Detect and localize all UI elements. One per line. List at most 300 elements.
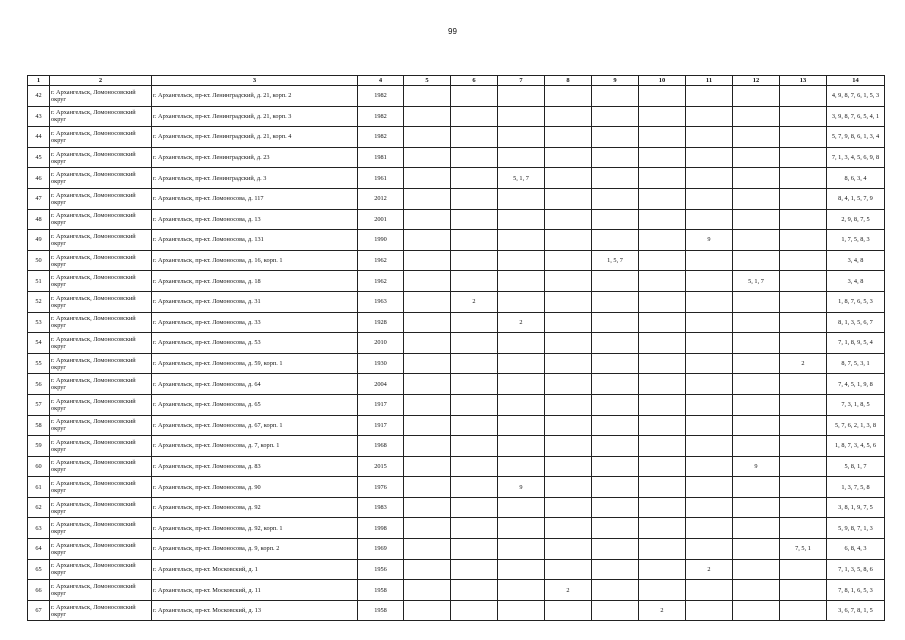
year-cell: 1981 [358,147,404,168]
col13-cell [780,394,827,415]
col14-cell: 3, 9, 8, 7, 6, 5, 4, 1 [827,106,885,127]
col7-cell [498,106,545,127]
col8-cell [545,188,592,209]
col13-cell: 2 [780,353,827,374]
address-cell: г. Архангельск, пр-кт. Ломоносова, д. 13 [152,209,358,230]
col8-cell [545,374,592,395]
col5-cell [404,333,451,354]
col7-cell: 9 [498,477,545,498]
district-cell: г. Архангельск, Ломоносовский округ [50,497,152,518]
district-cell: г. Архангельск, Ломоносовский округ [50,415,152,436]
col11-cell [686,415,733,436]
table-row [28,333,885,354]
address-cell: г. Архангельск, пр-кт. Ломоносова, д. 16, корп. 1 [152,250,358,271]
col14-cell: 8, 7, 5, 3, 1 [827,353,885,374]
table-row [28,559,885,580]
col12-cell [733,374,780,395]
row-number: 62 [28,497,50,518]
col6-cell [451,168,498,189]
col12-cell [733,539,780,560]
col5-cell [404,127,451,148]
col11-cell [686,374,733,395]
col10-cell [639,394,686,415]
district-cell: г. Архангельск, Ломоносовский округ [50,106,152,127]
col8-cell [545,394,592,415]
col6-cell [451,333,498,354]
row-number: 44 [28,127,50,148]
table-row [28,415,885,436]
col6-cell [451,86,498,107]
col9-cell [592,394,639,415]
col14-cell: 1, 8, 7, 3, 4, 5, 6 [827,436,885,457]
col7-cell: 5, 1, 7 [498,168,545,189]
address-cell: г. Архангельск, пр-кт. Московский, д. 1 [152,559,358,580]
col11-cell [686,271,733,292]
col5-cell [404,456,451,477]
col12-cell [733,600,780,621]
column-header: 4 [358,76,404,86]
col9-cell: 1, 5, 7 [592,250,639,271]
row-number: 65 [28,559,50,580]
col8-cell [545,333,592,354]
year-cell: 1998 [358,518,404,539]
address-cell: г. Архангельск, пр-кт. Ломоносова, д. 59, корп. 1 [152,353,358,374]
table-row [28,477,885,498]
col9-cell [592,127,639,148]
year-cell: 1956 [358,559,404,580]
col10-cell [639,456,686,477]
col13-cell [780,312,827,333]
col14-cell: 7, 1, 3, 4, 5, 6, 9, 8 [827,147,885,168]
col14-cell: 3, 4, 8 [827,271,885,292]
col9-cell [592,559,639,580]
col14-cell: 7, 4, 5, 1, 9, 8 [827,374,885,395]
col7-cell [498,374,545,395]
column-header: 1 [28,76,50,86]
row-number: 51 [28,271,50,292]
col9-cell [592,415,639,436]
district-cell: г. Архангельск, Ломоносовский округ [50,127,152,148]
column-header: 6 [451,76,498,86]
col10-cell [639,127,686,148]
col7-cell [498,415,545,436]
col6-cell [451,477,498,498]
year-cell: 1969 [358,539,404,560]
address-cell: г. Архангельск, пр-кт. Ломоносова, д. 67, корп. 1 [152,415,358,436]
col9-cell [592,353,639,374]
col11-cell [686,436,733,457]
row-number: 47 [28,188,50,209]
column-header: 2 [50,76,152,86]
row-number: 46 [28,168,50,189]
col13-cell [780,333,827,354]
col6-cell: 2 [451,291,498,312]
col13-cell [780,271,827,292]
col14-cell: 3, 4, 8 [827,250,885,271]
col10-cell: 2 [639,600,686,621]
col14-cell: 7, 1, 8, 9, 5, 4 [827,333,885,354]
col12-cell: 5, 1, 7 [733,271,780,292]
col12-cell [733,188,780,209]
address-cell: г. Архангельск, пр-кт. Ленинградский, д. 21, корп. 4 [152,127,358,148]
col13-cell [780,86,827,107]
col5-cell [404,209,451,230]
col12-cell [733,312,780,333]
col14-cell: 1, 8, 7, 6, 5, 3 [827,291,885,312]
col12-cell [733,209,780,230]
col13-cell [780,168,827,189]
col10-cell [639,168,686,189]
col10-cell [639,559,686,580]
col6-cell [451,312,498,333]
col6-cell [451,394,498,415]
col11-cell [686,539,733,560]
col8-cell [545,147,592,168]
row-number: 53 [28,312,50,333]
col11-cell [686,312,733,333]
row-number: 45 [28,147,50,168]
col5-cell [404,477,451,498]
row-number: 66 [28,580,50,601]
col13-cell [780,127,827,148]
table-row [28,312,885,333]
district-cell: г. Архангельск, Ломоносовский округ [50,188,152,209]
address-cell: г. Архангельск, пр-кт. Ломоносова, д. 9, корп. 2 [152,539,358,560]
col12-cell [733,580,780,601]
year-cell: 1982 [358,106,404,127]
district-cell: г. Архангельск, Ломоносовский округ [50,456,152,477]
address-cell: г. Архангельск, пр-кт. Ломоносова, д. 83 [152,456,358,477]
col7-cell [498,250,545,271]
col5-cell [404,250,451,271]
column-header: 14 [827,76,885,86]
col10-cell [639,230,686,251]
col12-cell [733,477,780,498]
col12-cell [733,127,780,148]
col10-cell [639,333,686,354]
col13-cell [780,230,827,251]
year-cell: 2012 [358,188,404,209]
col9-cell [592,209,639,230]
col12-cell [733,394,780,415]
col11-cell [686,518,733,539]
year-cell: 1968 [358,436,404,457]
row-number: 59 [28,436,50,457]
col13-cell [780,600,827,621]
col10-cell [639,209,686,230]
col9-cell [592,539,639,560]
year-cell: 1990 [358,230,404,251]
col6-cell [451,209,498,230]
col6-cell [451,106,498,127]
col10-cell [639,415,686,436]
year-cell: 1958 [358,600,404,621]
col10-cell [639,86,686,107]
col10-cell [639,147,686,168]
col7-cell [498,394,545,415]
col7-cell [498,559,545,580]
address-cell: г. Архангельск, пр-кт. Ломоносова, д. 18 [152,271,358,292]
col6-cell [451,436,498,457]
col5-cell [404,168,451,189]
address-cell: г. Архангельск, пр-кт. Ленинградский, д. 3 [152,168,358,189]
col9-cell [592,477,639,498]
col10-cell [639,312,686,333]
row-number: 52 [28,291,50,312]
column-header: 11 [686,76,733,86]
row-number: 43 [28,106,50,127]
col6-cell [451,539,498,560]
col14-cell: 1, 7, 5, 8, 3 [827,230,885,251]
col13-cell [780,106,827,127]
year-cell: 1962 [358,250,404,271]
district-cell: г. Архангельск, Ломоносовский округ [50,539,152,560]
district-cell: г. Архангельск, Ломоносовский округ [50,333,152,354]
col11-cell [686,394,733,415]
col14-cell: 7, 8, 1, 6, 5, 3 [827,580,885,601]
district-cell: г. Архангельск, Ломоносовский округ [50,477,152,498]
table-row [28,600,885,621]
col8-cell [545,106,592,127]
col12-cell [733,230,780,251]
col10-cell [639,477,686,498]
col13-cell [780,291,827,312]
col5-cell [404,580,451,601]
col6-cell [451,374,498,395]
col13-cell [780,518,827,539]
col11-cell [686,333,733,354]
col8-cell [545,271,592,292]
district-cell: г. Архангельск, Ломоносовский округ [50,559,152,580]
district-cell: г. Архангельск, Ломоносовский округ [50,580,152,601]
col7-cell [498,147,545,168]
col6-cell [451,415,498,436]
district-cell: г. Архангельск, Ломоносовский округ [50,250,152,271]
col9-cell [592,271,639,292]
col14-cell: 8, 6, 3, 4 [827,168,885,189]
col8-cell [545,168,592,189]
table-row [28,580,885,601]
district-cell: г. Архангельск, Ломоносовский округ [50,353,152,374]
col8-cell [545,497,592,518]
year-cell: 1958 [358,580,404,601]
col5-cell [404,230,451,251]
col7-cell [498,291,545,312]
header-row [28,76,885,86]
col11-cell [686,168,733,189]
col14-cell: 7, 3, 1, 8, 5 [827,394,885,415]
col7-cell [498,497,545,518]
col11-cell [686,477,733,498]
col6-cell [451,230,498,251]
col13-cell: 7, 5, 1 [780,539,827,560]
district-cell: г. Архангельск, Ломоносовский округ [50,518,152,539]
col6-cell [451,600,498,621]
col6-cell [451,147,498,168]
col5-cell [404,415,451,436]
col8-cell [545,456,592,477]
col13-cell [780,497,827,518]
col9-cell [592,374,639,395]
col7-cell [498,86,545,107]
year-cell: 2001 [358,209,404,230]
col11-cell [686,188,733,209]
col6-cell [451,353,498,374]
col14-cell: 6, 8, 4, 3 [827,539,885,560]
col12-cell [733,106,780,127]
col10-cell [639,353,686,374]
table-row [28,539,885,560]
row-number: 67 [28,600,50,621]
col7-cell [498,539,545,560]
row-number: 58 [28,415,50,436]
col9-cell [592,333,639,354]
district-cell: г. Архангельск, Ломоносовский округ [50,394,152,415]
row-number: 61 [28,477,50,498]
district-cell: г. Архангельск, Ломоносовский округ [50,291,152,312]
col14-cell: 1, 3, 7, 5, 8 [827,477,885,498]
address-cell: г. Архангельск, пр-кт. Ломоносова, д. 92, корп. 1 [152,518,358,539]
col5-cell [404,271,451,292]
col12-cell: 9 [733,456,780,477]
col11-cell [686,209,733,230]
address-cell: г. Архангельск, пр-кт. Московский, д. 13 [152,600,358,621]
table-row [28,188,885,209]
col6-cell [451,188,498,209]
district-cell: г. Архангельск, Ломоносовский округ [50,374,152,395]
col14-cell: 2, 9, 8, 7, 5 [827,209,885,230]
col11-cell: 9 [686,230,733,251]
year-cell: 1928 [358,312,404,333]
col8-cell [545,127,592,148]
column-header: 7 [498,76,545,86]
col10-cell [639,539,686,560]
district-cell: г. Архангельск, Ломоносовский округ [50,230,152,251]
col5-cell [404,106,451,127]
col13-cell [780,147,827,168]
col8-cell [545,559,592,580]
col7-cell: 2 [498,312,545,333]
column-header: 10 [639,76,686,86]
col7-cell [498,271,545,292]
col13-cell [780,415,827,436]
row-number: 54 [28,333,50,354]
col9-cell [592,86,639,107]
col12-cell [733,86,780,107]
col8-cell [545,312,592,333]
col11-cell [686,106,733,127]
district-cell: г. Архангельск, Ломоносовский округ [50,436,152,457]
row-number: 48 [28,209,50,230]
address-cell: г. Архангельск, пр-кт. Ломоносова, д. 31 [152,291,358,312]
col5-cell [404,147,451,168]
row-number: 50 [28,250,50,271]
col8-cell [545,436,592,457]
col9-cell [592,436,639,457]
col11-cell [686,353,733,374]
district-cell: г. Архангельск, Ломоносовский округ [50,600,152,621]
col12-cell [733,436,780,457]
col8-cell [545,415,592,436]
col9-cell [592,230,639,251]
page-number: 99 [448,27,457,36]
col6-cell [451,250,498,271]
col9-cell [592,147,639,168]
col13-cell [780,436,827,457]
col12-cell [733,559,780,580]
year-cell: 2004 [358,374,404,395]
year-cell: 1930 [358,353,404,374]
table-row [28,291,885,312]
col8-cell: 2 [545,580,592,601]
col13-cell [780,374,827,395]
col5-cell [404,374,451,395]
col11-cell [686,127,733,148]
col6-cell [451,518,498,539]
col9-cell [592,497,639,518]
col10-cell [639,518,686,539]
col7-cell [498,333,545,354]
col10-cell [639,271,686,292]
district-cell: г. Архангельск, Ломоносовский округ [50,312,152,333]
district-cell: г. Архангельск, Ломоносовский округ [50,209,152,230]
col11-cell [686,580,733,601]
col7-cell [498,436,545,457]
address-cell: г. Архангельск, пр-кт. Московский, д. 11 [152,580,358,601]
col12-cell [733,497,780,518]
col6-cell [451,271,498,292]
col10-cell [639,188,686,209]
col13-cell [780,456,827,477]
table-row [28,106,885,127]
col5-cell [404,497,451,518]
col14-cell: 5, 9, 8, 7, 1, 3 [827,518,885,539]
table-row [28,456,885,477]
table-row [28,436,885,457]
col10-cell [639,250,686,271]
col14-cell: 4, 9, 8, 7, 6, 1, 5, 3 [827,86,885,107]
col10-cell [639,374,686,395]
row-number: 56 [28,374,50,395]
col12-cell [733,291,780,312]
col11-cell [686,86,733,107]
table-row [28,86,885,107]
table-row [28,374,885,395]
col7-cell [498,127,545,148]
col7-cell [498,188,545,209]
col9-cell [592,312,639,333]
col9-cell [592,168,639,189]
col12-cell [733,415,780,436]
col6-cell [451,559,498,580]
row-number: 55 [28,353,50,374]
col8-cell [545,600,592,621]
district-cell: г. Архангельск, Ломоносовский округ [50,168,152,189]
col8-cell [545,250,592,271]
address-cell: г. Архангельск, пр-кт. Ленинградский, д. 21, корп. 3 [152,106,358,127]
district-cell: г. Архангельск, Ломоносовский округ [50,86,152,107]
col14-cell: 8, 1, 3, 5, 6, 7 [827,312,885,333]
row-number: 64 [28,539,50,560]
col7-cell [498,518,545,539]
col8-cell [545,518,592,539]
address-cell: г. Архангельск, пр-кт. Ломоносова, д. 64 [152,374,358,395]
row-number: 49 [28,230,50,251]
table-row [28,127,885,148]
column-header: 12 [733,76,780,86]
year-cell: 1982 [358,86,404,107]
year-cell: 1961 [358,168,404,189]
